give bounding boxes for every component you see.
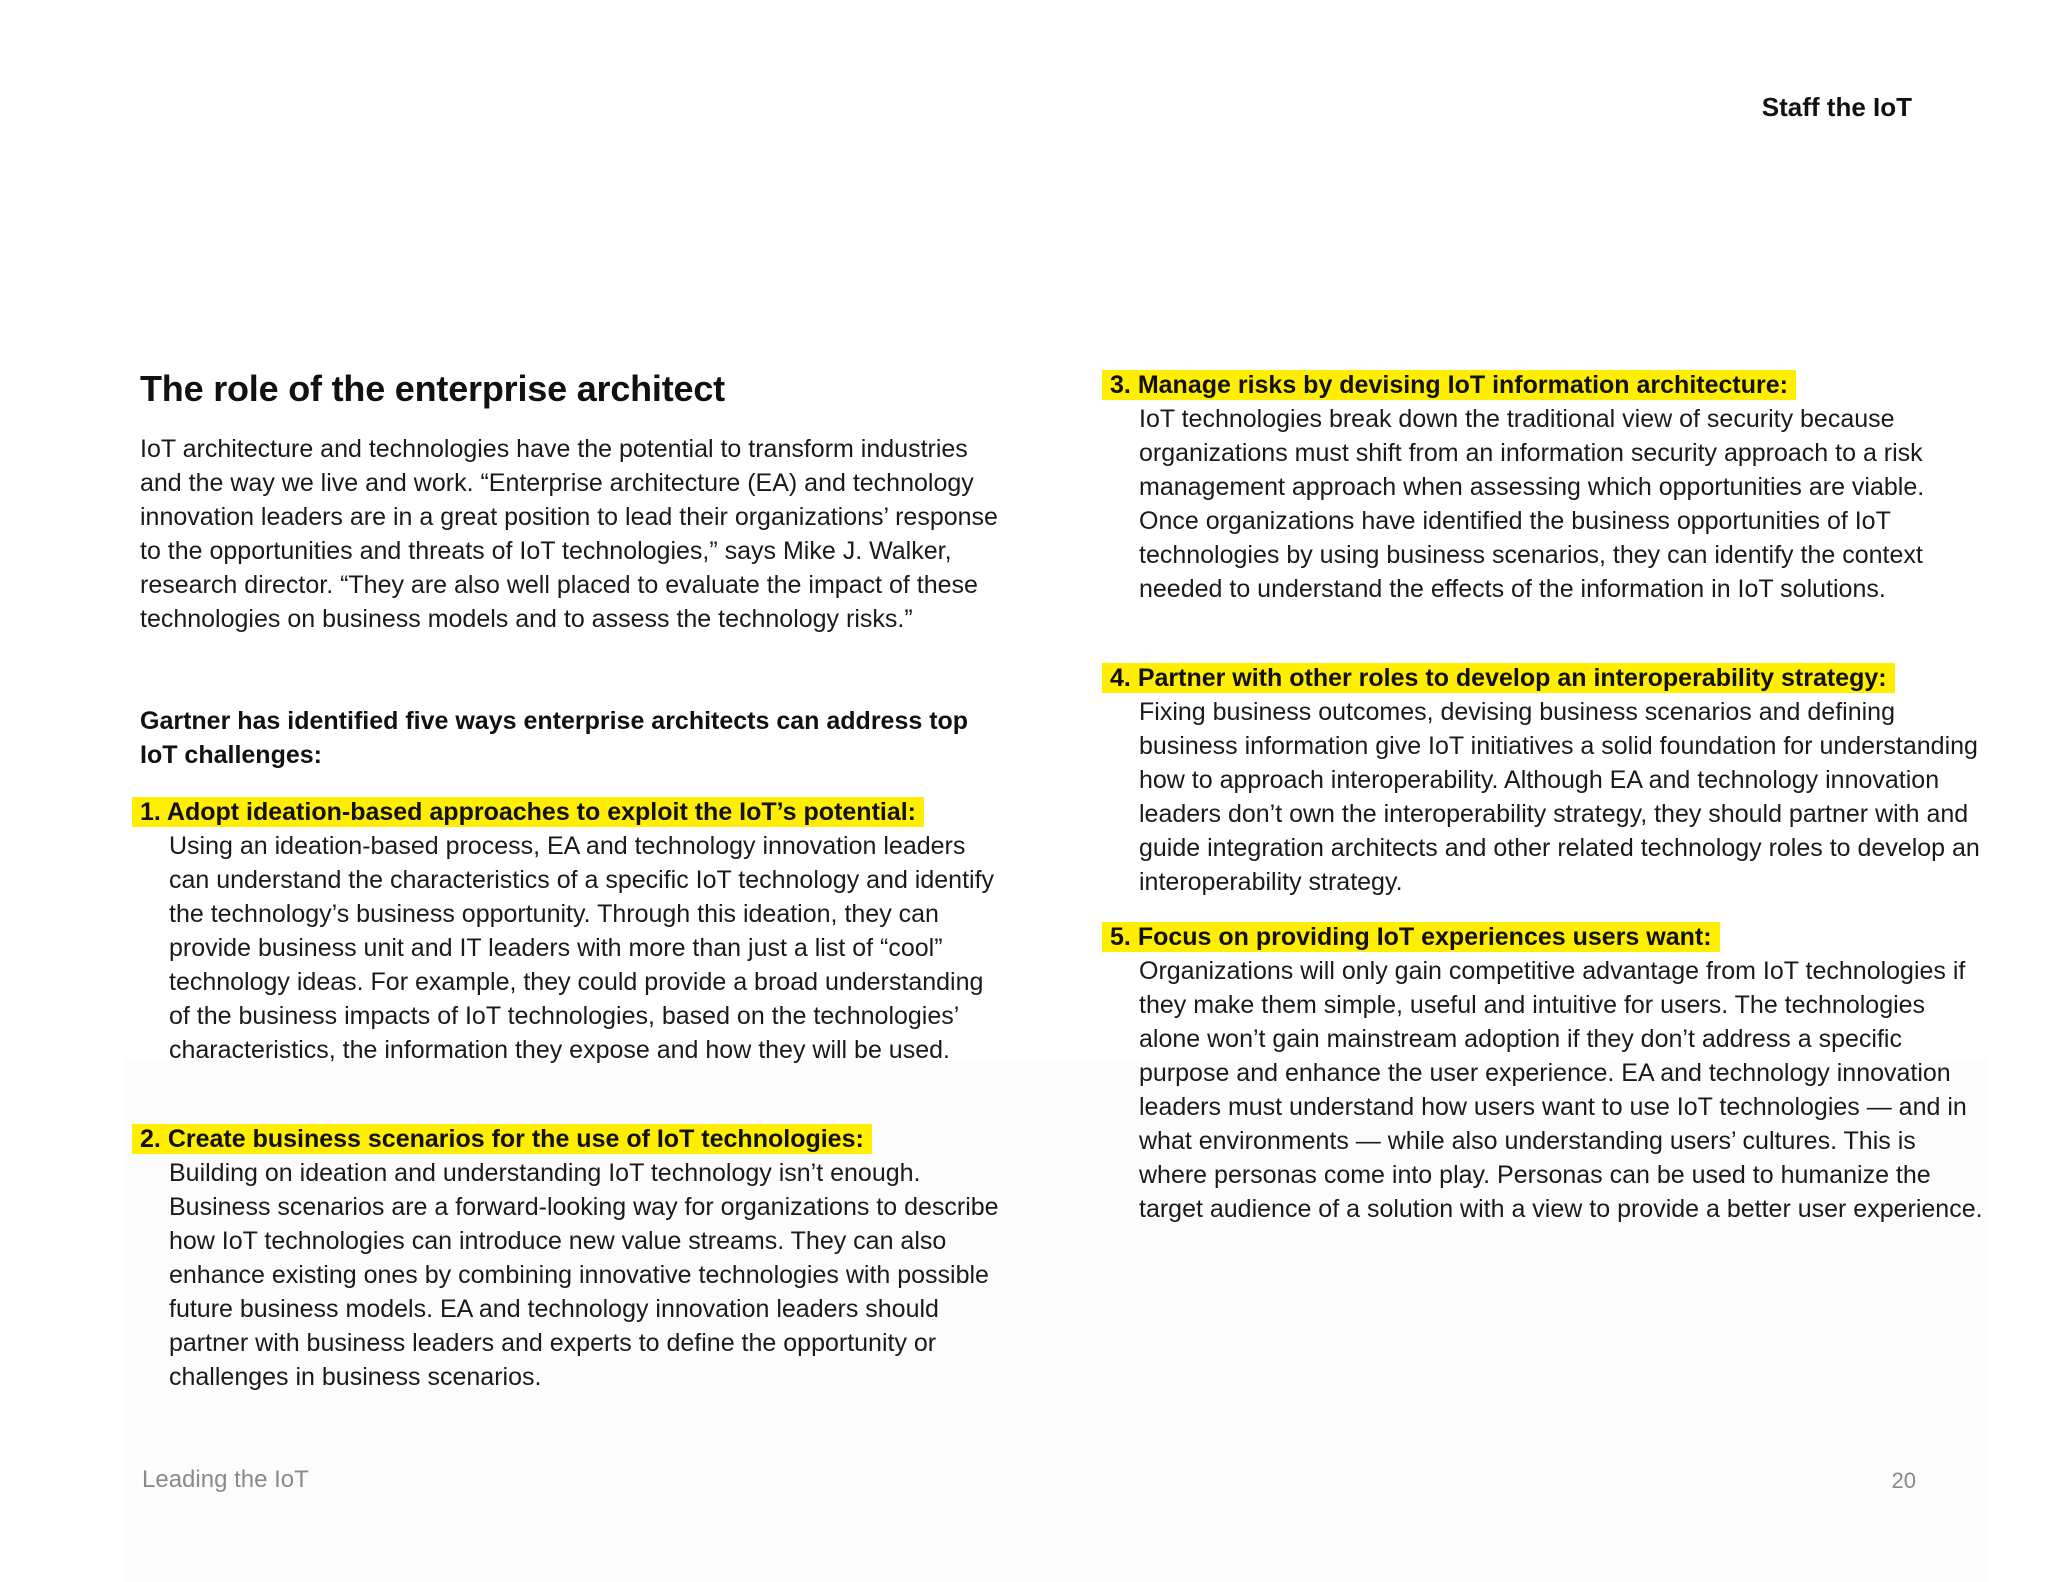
list-item — [1110, 922, 1990, 1226]
item-body: Using an ideation-based process, EA and technology innovation leaders can understand the characteristics of a specific IoT technology and identify the technology’s business opportunity. Through this ideation, they can provide business unit and IT leaders with more than just a list of “cool” technology ideas. For example, they could provide a broad understanding of the business impacts of IoT technologies, based on the technologies’ characteristics, the information they expose and how they will be used. — [169, 832, 995, 1064]
item-number: 1. — [140, 798, 161, 826]
item-body: Fixing business outcomes, devising business scenarios and defining business information give IoT initiatives a solid foundation for understanding how to approach interoperability. Although EA and technology innovation leaders don’t own the interoperability strategy, they should partner with and guide integration architects and other related technology roles to develop an interoperability strategy. — [1139, 698, 1980, 896]
footer-publication: Leading the IoT — [142, 1466, 309, 1493]
item-body: Building on ideation and understanding IoT technology isn’t enough. Business scenarios are a forward-looking way for organizations to describe how IoT technologies can introduce new value streams. They can also enhance existing ones by combining innovative technologies with possible future business models. EA and technology innovation leaders should partner with business leaders and experts to define the opportunity or challenges in business scenarios. — [169, 1159, 999, 1391]
item-heading-highlight — [1102, 922, 1720, 952]
list-item — [1110, 370, 1990, 606]
item-heading: Focus on providing IoT experiences users want: — [1137, 923, 1712, 951]
page-title: The role of the enterprise architect — [140, 368, 725, 409]
page-number: 20 — [1891, 1468, 1916, 1493]
item-heading-highlight — [1102, 663, 1895, 693]
item-number: 3. — [1110, 371, 1131, 399]
item-number: 2. — [140, 1125, 161, 1153]
intro-paragraph: IoT architecture and technologies have the potential to transform industries and the way we live and work. “Enterprise architecture (EA) and technology innovation leaders are in a great position to lead their organizations’ response to the opportunities and threats of IoT technologies,” says Mike J. Walker, research director. “They are also well placed to evaluate the impact of these technologies on business models and to assess the technology risks.” — [140, 435, 998, 633]
item-heading: Adopt ideation-based approaches to exploit the IoT’s potential: — [166, 798, 917, 826]
item-heading-highlight — [1102, 370, 1796, 400]
item-heading-highlight — [132, 1124, 872, 1154]
item-heading-highlight — [132, 797, 924, 827]
list-item — [1110, 663, 1990, 899]
item-number: 4. — [1110, 664, 1131, 692]
item-body: IoT technologies break down the traditional view of security because organizations must shift from an information security approach to a risk management approach when assessing which opportunities are viable. Once organizations have identified the business opportunities of IoT technologies by using business scenarios, they can identify the context needed to understand the effects of the information in IoT solutions. — [1139, 405, 1925, 603]
list-item — [140, 797, 1000, 1067]
section-label: Staff the IoT — [1761, 92, 1912, 122]
lead-paragraph: Gartner has identified five ways enterprise architects can address top IoT challenges: — [140, 707, 969, 769]
item-heading: Partner with other roles to develop an interoperability strategy: — [1137, 664, 1887, 692]
item-number: 5. — [1110, 923, 1131, 951]
item-heading: Manage risks by devising IoT information architecture: — [1137, 371, 1788, 399]
item-heading: Create business scenarios for the use of IoT technologies: — [167, 1125, 864, 1153]
item-body: Organizations will only gain competitive advantage from IoT technologies if they make them simple, useful and intuitive for users. The technologies alone won’t gain mainstream adoption if they don’t address a specific purpose and enhance the user experience. EA and technology innovation leaders must understand how users want to use IoT technologies — and in what environments — while also understanding users’ cultures. This is where personas come into play. Personas can be used to humanize the target audience of a solution with a view to provide a better user experience. — [1139, 957, 1983, 1223]
list-item — [140, 1124, 1000, 1394]
